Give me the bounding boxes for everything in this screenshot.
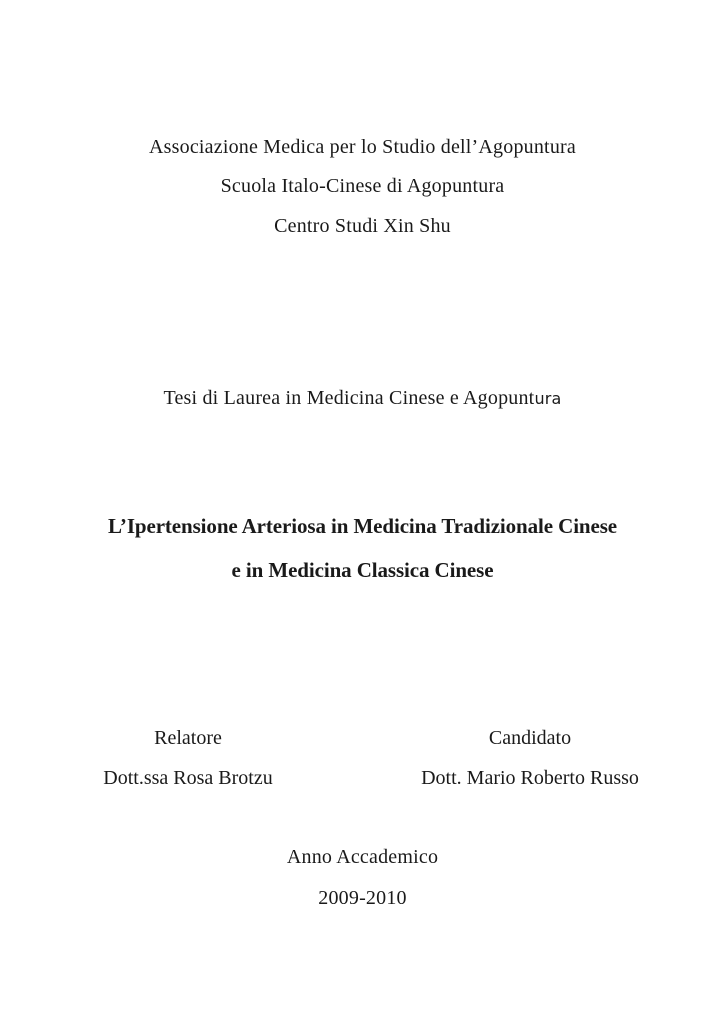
supervisor-name: Dott.ssa Rosa Brotzu (103, 767, 273, 789)
thesis-title-line-1: L’Ipertensione Arteriosa in Medicina Tradizionale Cinese (107, 514, 618, 538)
candidate-label: Candidato (488, 727, 572, 749)
supervisor-label: Relatore (154, 727, 222, 749)
candidate-name: Dott. Mario Roberto Russo (421, 767, 639, 789)
academic-year-value: 2009-2010 (318, 887, 407, 909)
school-name: Scuola Italo-Cinese di Agopuntura (220, 175, 505, 197)
academic-year-label: Anno Accademico (286, 846, 439, 868)
thesis-type-tail: ura (534, 389, 562, 408)
study-center-name: Centro Studi Xin Shu (274, 215, 451, 237)
institution-name: Associazione Medica per lo Studio dell’Agopuntura (149, 136, 576, 158)
thesis-type-main: Tesi di Laurea in Medicina Cinese e Agopunt (163, 387, 535, 409)
thesis-title-line-2: e in Medicina Classica Cinese (231, 558, 494, 582)
thesis-type (0, 387, 725, 410)
